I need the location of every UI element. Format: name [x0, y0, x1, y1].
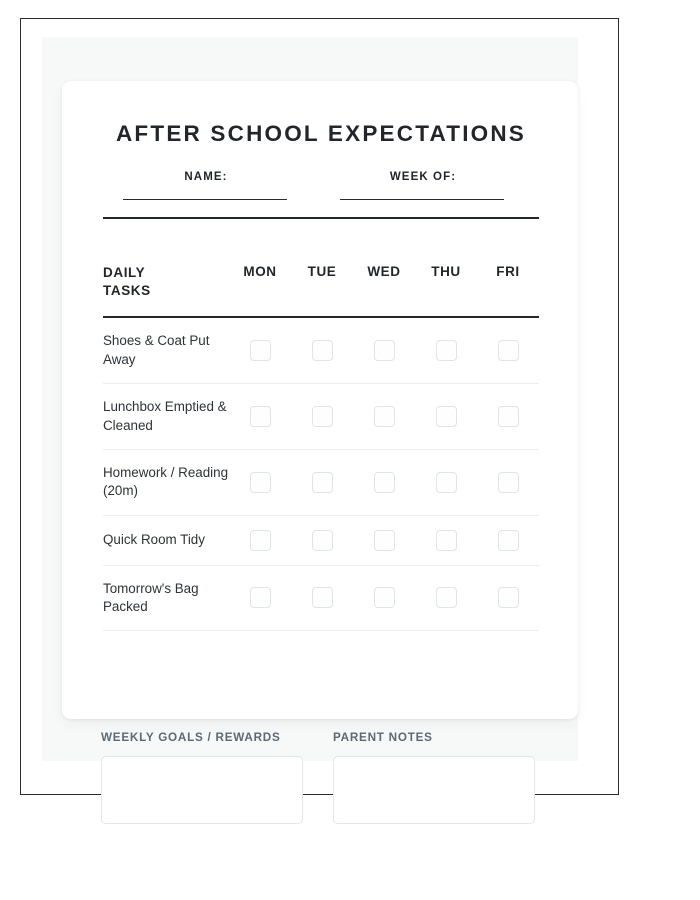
checkbox-cell-wed	[353, 565, 415, 631]
task-checkbox[interactable]	[498, 406, 519, 427]
checkbox-cell-fri	[477, 565, 539, 631]
task-checkbox[interactable]	[250, 587, 271, 608]
checkbox-cell-mon	[229, 565, 291, 631]
checkbox-cell-fri	[477, 515, 539, 565]
weekly-goals-section	[101, 731, 303, 824]
task-checkbox[interactable]	[436, 530, 457, 551]
task-label: Quick Room Tidy	[103, 515, 229, 565]
checkbox-cell-fri	[477, 384, 539, 450]
checkbox-cell-mon	[229, 384, 291, 450]
task-checkbox[interactable]	[374, 472, 395, 493]
checkbox-cell-fri	[477, 449, 539, 515]
checkbox-cell-wed	[353, 449, 415, 515]
header-divider	[103, 217, 539, 219]
task-checkbox[interactable]	[436, 587, 457, 608]
table-header-row	[103, 264, 539, 317]
task-checkbox[interactable]	[498, 472, 519, 493]
task-checkbox[interactable]	[250, 406, 271, 427]
parent-notes-input-box[interactable]	[333, 756, 535, 824]
checkbox-cell-thu	[415, 565, 477, 631]
task-checkbox[interactable]	[374, 587, 395, 608]
parent-notes-label: PARENT NOTES	[333, 731, 433, 744]
checkbox-cell-thu	[415, 515, 477, 565]
column-header-wed: WED	[367, 264, 401, 279]
checkbox-cell-fri	[477, 317, 539, 383]
checkbox-cell-mon	[229, 317, 291, 383]
task-checkbox[interactable]	[498, 587, 519, 608]
table-head	[103, 264, 539, 317]
column-header-fri: FRI	[496, 264, 520, 279]
task-label: Shoes & Coat Put Away	[103, 317, 229, 383]
checkbox-cell-tue	[291, 565, 353, 631]
daily-tasks-table	[103, 264, 539, 631]
column-header-daily-tasks	[103, 264, 229, 317]
table-body	[103, 317, 539, 630]
checkbox-cell-wed	[353, 515, 415, 565]
task-checkbox[interactable]	[436, 406, 457, 427]
week-of-field-label: WEEK OF:	[389, 171, 457, 183]
task-label: Tomorrow's Bag Packed	[103, 565, 229, 631]
table-row	[103, 317, 539, 383]
task-checkbox[interactable]	[312, 406, 333, 427]
checkbox-cell-wed	[353, 384, 415, 450]
daily-tasks-header-line-2: TASKS	[103, 283, 151, 299]
task-checkbox[interactable]	[498, 340, 519, 361]
checkbox-cell-tue	[291, 515, 353, 565]
checkbox-cell-thu	[415, 317, 477, 383]
name-field-writeline[interactable]	[123, 199, 287, 200]
checkbox-cell-thu	[415, 449, 477, 515]
task-checkbox[interactable]	[374, 530, 395, 551]
task-checkbox[interactable]	[312, 340, 333, 361]
task-checkbox[interactable]	[374, 406, 395, 427]
daily-tasks-header-line-1: DAILY	[103, 265, 146, 280]
task-checkbox[interactable]	[250, 472, 271, 493]
table-row	[103, 449, 539, 515]
task-checkbox[interactable]	[250, 340, 271, 361]
checkbox-cell-tue	[291, 317, 353, 383]
table-row	[103, 565, 539, 631]
checkbox-cell-tue	[291, 449, 353, 515]
name-field-group	[103, 171, 309, 200]
task-checkbox[interactable]	[374, 340, 395, 361]
page-title: AFTER SCHOOL EXPECTATIONS	[115, 121, 527, 146]
task-checkbox[interactable]	[436, 340, 457, 361]
task-checkbox[interactable]	[436, 472, 457, 493]
table-row	[103, 515, 539, 565]
column-header-tue: TUE	[307, 264, 337, 279]
week-of-field-group	[320, 171, 526, 200]
checkbox-cell-tue	[291, 384, 353, 450]
task-checkbox[interactable]	[250, 530, 271, 551]
checkbox-cell-mon	[229, 515, 291, 565]
column-header-thu: THU	[431, 264, 461, 279]
name-field-label: NAME:	[184, 171, 228, 183]
task-checkbox[interactable]	[498, 530, 519, 551]
parent-notes-section	[333, 731, 535, 824]
task-checkbox[interactable]	[312, 472, 333, 493]
column-header-mon: MON	[243, 264, 277, 279]
weekly-goals-input-box[interactable]	[101, 756, 303, 824]
table-row	[103, 384, 539, 450]
checkbox-cell-thu	[415, 384, 477, 450]
worksheet-card	[62, 81, 578, 719]
task-checkbox[interactable]	[312, 530, 333, 551]
weekly-goals-label: WEEKLY GOALS / REWARDS	[101, 731, 281, 744]
task-label: Homework / Reading (20m)	[103, 449, 229, 515]
task-checkbox[interactable]	[312, 587, 333, 608]
task-label: Lunchbox Emptied & Cleaned	[103, 384, 229, 450]
week-of-field-writeline[interactable]	[340, 199, 504, 200]
checkbox-cell-wed	[353, 317, 415, 383]
checkbox-cell-mon	[229, 449, 291, 515]
